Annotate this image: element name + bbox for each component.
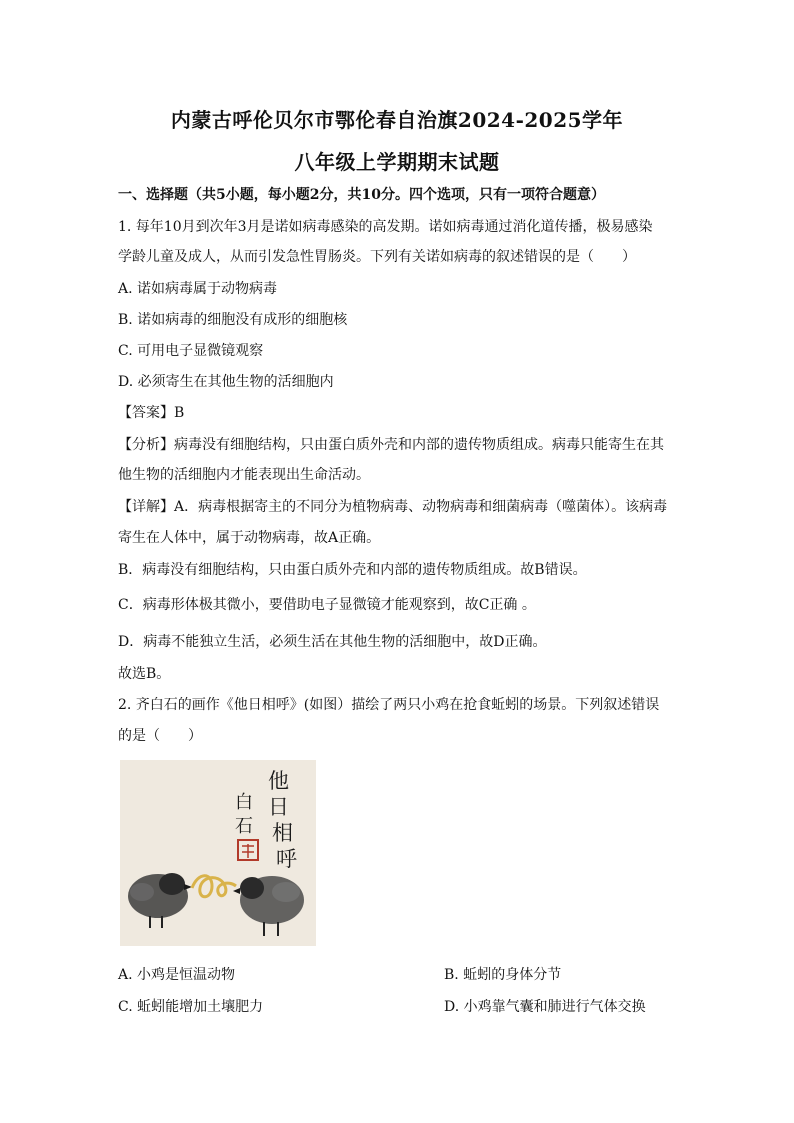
q2-option-d: D. 小鸡靠气囊和肺进行气体交换 (444, 999, 646, 1015)
painting-signature: 白 石 (235, 792, 253, 837)
q1-detail-c: C．病毒形体极其微小，要借助电子显微镜才能观察到，故C正确 。 (118, 597, 536, 613)
q1-answer: 【答案】B (118, 405, 185, 421)
section-heading: 一、选择题（共5小题，每小题2分，共10分。四个选项，只有一项符合题意） (118, 187, 605, 203)
q1-option-b: B. 诺如病毒的细胞没有成形的细胞核 (118, 312, 348, 328)
q1-detail-d: D．病毒不能独立生活，必须生活在其他生物的活细胞中，故D正确。 (118, 634, 547, 650)
exam-title: 内蒙古呼伦贝尔市鄂伦春自治旗2024-2025学年 (170, 108, 624, 132)
q1-option-c: C. 可用电子显微镜观察 (118, 343, 264, 359)
q2-stem-line2: 的是（ ） (118, 728, 202, 744)
q1-option-a: A. 诺如病毒属于动物病毒 (118, 281, 278, 297)
q1-conclusion: 故选B。 (118, 666, 171, 682)
exam-subtitle: 八年级上学期期末试题 (294, 150, 500, 174)
q1-detail-line2: 寄生在人体中，属于动物病毒，故A正确。 (118, 530, 381, 546)
q2-option-a: A. 小鸡是恒温动物 (118, 967, 236, 983)
q1-analysis-line1: 【分析】病毒没有细胞结构，只由蛋白质外壳和内部的遗传物质组成。病毒只能寄生在其 (118, 437, 664, 453)
painting-inscription: 他 日 相 呼 (268, 769, 297, 871)
q1-detail-line1: 【详解】A．病毒根据寄主的不同分为植物病毒、动物病毒和细菌病毒（噬菌体）。该病毒 (118, 499, 668, 515)
q2-stem-line1: 2. 齐白石的画作《他日相呼》(如图）描绘了两只小鸡在抢食蚯蚓的场景。下列叙述错误 (118, 697, 660, 713)
q1-stem-line2: 学龄儿童及成人，从而引发急性胃肠炎。下列有关诺如病毒的叙述错误的是（ ） (118, 249, 636, 265)
q1-option-d: D. 必须寄生在其他生物的活细胞内 (118, 374, 334, 390)
q2-option-b: B. 蚯蚓的身体分节 (444, 967, 562, 983)
q1-analysis-line2: 他生物的活细胞内才能表现出生命活动。 (118, 467, 370, 483)
painting-chicks-figure (120, 760, 316, 946)
q1-stem-line1: 1. 每年10月到次年3月是诺如病毒感染的高发期。诺如病毒通过消化道传播，极易感染 (118, 219, 653, 235)
q2-option-c: C. 蚯蚓能增加土壤肥力 (118, 999, 264, 1015)
q1-detail-b: B．病毒没有细胞结构，只由蛋白质外壳和内部的遗传物质组成。故B错误。 (118, 562, 587, 578)
